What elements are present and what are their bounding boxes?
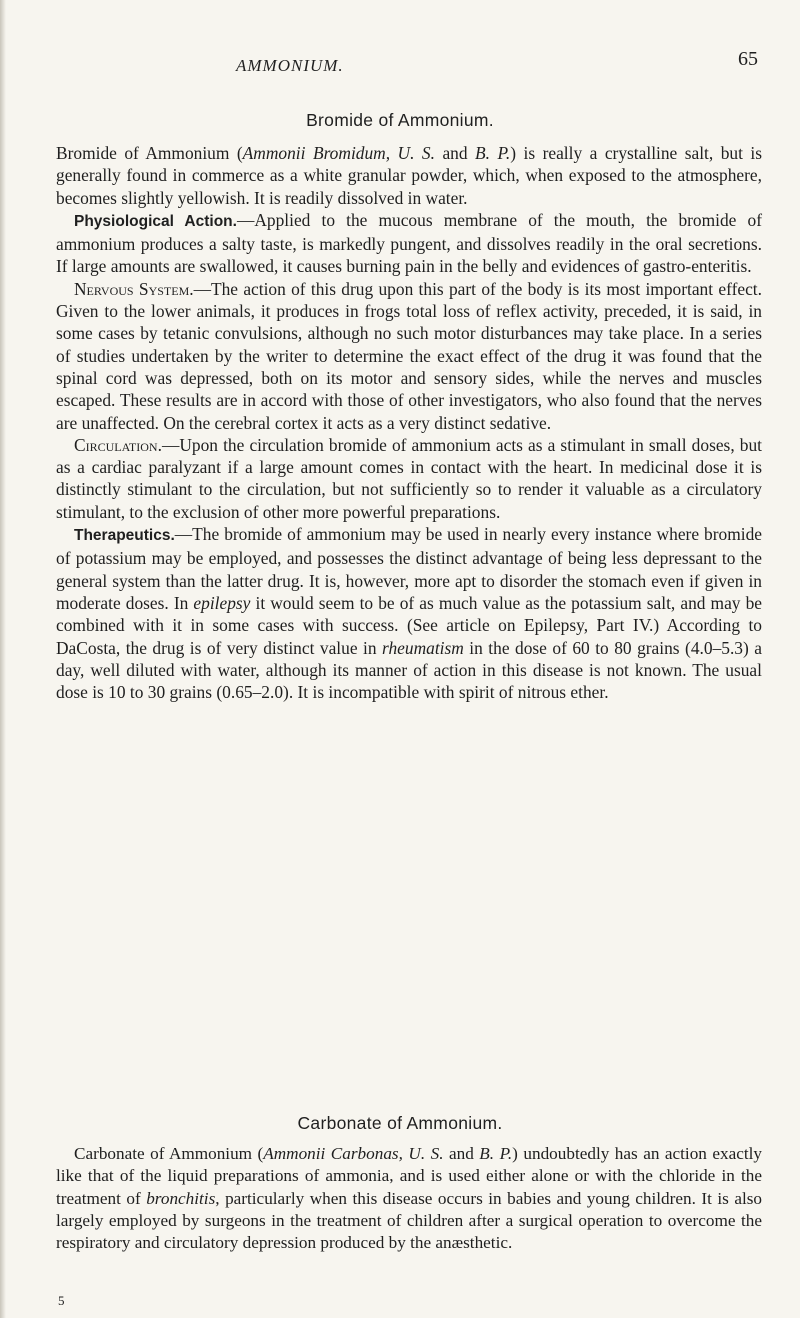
carbonate-conjunction: and bbox=[443, 1144, 480, 1163]
circulation-text: —Upon the circulation bromide of ammonium acts as a stimulant in small doses, but as a cardiac paralyzant if a large amount comes in contact with the heart. In medicinal dose it is distinctly stimulant to the circulation, but not sufficiently so to render it valuable as a circulatory stimulant, to the exclusion of other more powerful preparations. bbox=[56, 434, 762, 522]
carbonate-section-body bbox=[56, 1143, 762, 1254]
therapeutics-text-2: it would seem to be of as much value as the potassium salt, and may be combined with it in some cases with success. (See article on Epilepsy, Part IV.) According to DaCosta, the drug is of very distinct value in bbox=[56, 592, 762, 658]
pharmacopoeia-abbrev: B. P. bbox=[475, 143, 511, 163]
therapeutics-text-3: in the dose of 60 to 80 grains (4.0–5.3) a day, well diluted with water, although its manner of action in this disease is not known. The usual dose is 10 to 30 grains (0.65–2.0). It is incompatible with spirit of nitrous ether. bbox=[56, 637, 762, 703]
circulation-paragraph bbox=[56, 434, 762, 523]
carbonate-pharmacopoeia-abbrev: B. P. bbox=[479, 1144, 513, 1163]
rheumatism-term: rheumatism bbox=[382, 637, 464, 658]
nervous-paragraph bbox=[56, 278, 762, 434]
epilepsy-term: epilepsy bbox=[193, 592, 251, 613]
nervous-heading: Nervous System. bbox=[74, 278, 194, 299]
bromide-section-body bbox=[56, 142, 762, 703]
physiological-paragraph bbox=[56, 209, 762, 278]
carbonate-text-1: ) undoubtedly has an action exactly like that of the liquid preparations of ammonia, and is used either alone or with the chloride in the treatment of bbox=[56, 1144, 763, 1208]
carbonate-text-2: , particularly when this disease occurs in babies and young children. It is also largely employed by surgeons in the treatment of children after a surgical operation to overcome the respiratory and circulatory depression produced by the anæsthetic. bbox=[56, 1188, 763, 1253]
carbonate-latin-name: Ammonii Carbonas, U. S. bbox=[263, 1144, 444, 1163]
latin-name: Ammonii Bromidum, U. S. bbox=[242, 143, 435, 163]
carbonate-lead: Carbonate of Ammonium ( bbox=[74, 1144, 264, 1163]
intro-rest: ) is really a crystalline salt, but is generally found in commerce as a white granular powder, which, when exposed to the atmosphere, becomes slightly yellowish. It is readily dissolved in water. bbox=[56, 143, 763, 208]
circulation-heading: Circulation. bbox=[74, 434, 162, 455]
physiological-heading: Physiological Action. bbox=[74, 212, 237, 230]
therapeutics-paragraph bbox=[56, 523, 762, 703]
section-title-bromide: Bromide of Ammonium. bbox=[306, 110, 494, 130]
section-title-carbonate: Carbonate of Ammonium. bbox=[297, 1113, 503, 1133]
therapeutics-text-1: —The bromide of ammonium may be used in nearly every instance where bromide of potassium may be employed, and possesses the distinct advantage of being less depressant to the general system than the latter drug. It is, however, more apt to disorder the stomach even if given in moderate doses. In bbox=[56, 524, 762, 613]
therapeutics-heading: Therapeutics. bbox=[74, 527, 175, 545]
running-head: AMMONIUM. bbox=[236, 56, 344, 75]
signature-mark: 5 bbox=[58, 1293, 65, 1308]
carbonate-paragraph bbox=[56, 1143, 762, 1254]
bronchitis-term: bronchitis bbox=[146, 1188, 216, 1208]
nervous-text: —The action of this drug upon this part of the body is its most important effect. Given to the lower animals, it produces in frogs total loss of reflex activity, preceded, it is said, in some cases by tetanic convulsions, although no such motor disturbances may take place. In a series of studies undertaken by the writer to determine the exact effect of the drug it was found that the spinal cord was depressed, both on its motor and sensory sides, while the nerves and muscles escaped. These results are in accord with those of other investigators, who also found that the nerves are unaffected. On the cerebral cortex it acts as a very distinct sedative. bbox=[56, 278, 762, 433]
intro-paragraph bbox=[56, 142, 762, 209]
intro-conjunction: and bbox=[434, 143, 476, 163]
intro-lead: Bromide of Ammonium ( bbox=[56, 143, 243, 163]
page-number: 65 bbox=[738, 48, 758, 70]
physiological-text: —Applied to the mucous membrane of the mouth, the bromide of ammonium produces a salty taste, is markedly pungent, and dissolves readily in the oral secretions. If large amounts are swallowed, it causes burning pain in the belly and evidences of gastro-enteritis. bbox=[56, 209, 762, 277]
